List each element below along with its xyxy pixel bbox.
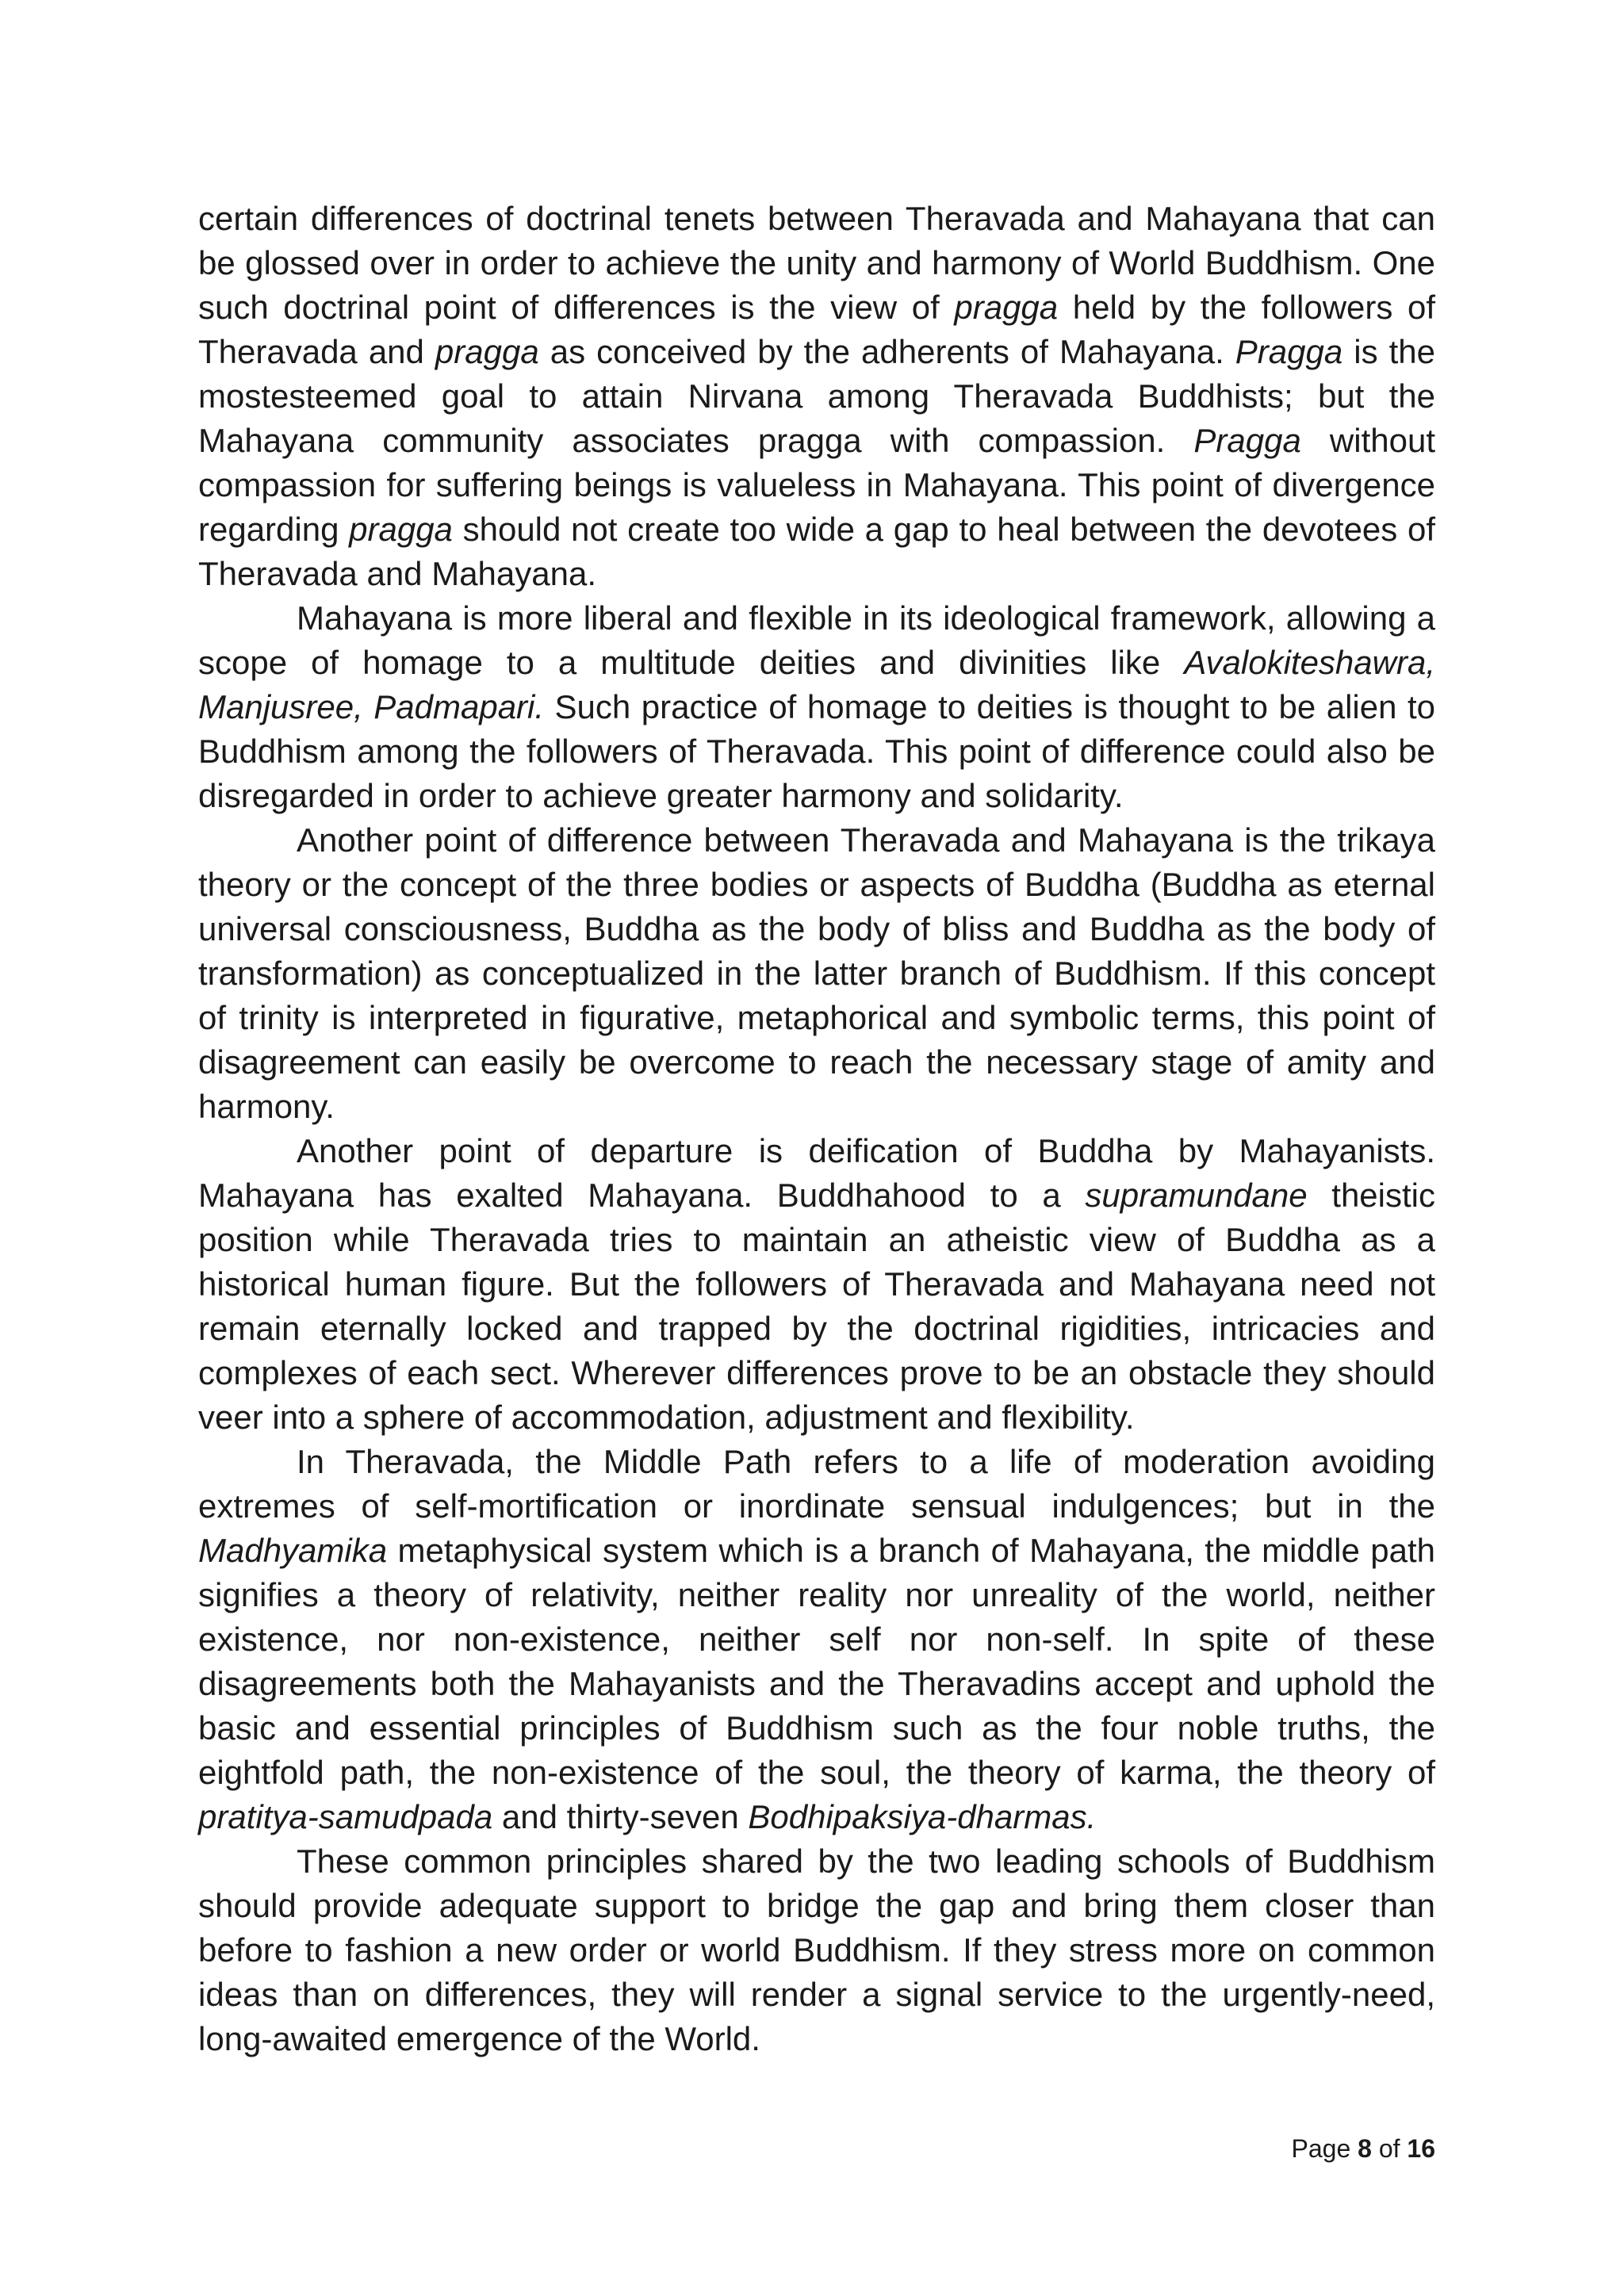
italic-term: Bodhipaksiya-dharmas. <box>748 1798 1097 1835</box>
paragraph <box>198 596 1435 818</box>
italic-term: pragga <box>435 333 539 370</box>
paragraph <box>198 818 1435 1129</box>
paragraph <box>198 1839 1435 2061</box>
text-run: certain differences of doctrinal tenets between Theravada and Mahayana that can be glossed over in order to achieve the unity and harmony of World Buddhism. One such doctrinal point of differences is the view of <box>198 200 1435 326</box>
text-run: Mahayana is more liberal and flexible in its ideological framework, allowing a scope of homage to a multitude deities and divinities like <box>198 599 1435 681</box>
italic-term: Pragga <box>1235 333 1343 370</box>
page-total: 16 <box>1407 2134 1435 2163</box>
italic-term: Avalokiteshawra, Manjusree, Padmapari. <box>198 644 1435 725</box>
text-run: In Theravada, the Middle Path refers to a life of moderation avoiding extremes of self-mortification or inordinate sensual indulgences; but in the <box>198 1443 1435 1525</box>
page-separator: of <box>1371 2134 1408 2163</box>
italic-term: supramundane <box>1085 1177 1308 1214</box>
body-text <box>198 197 1435 2061</box>
text-run: as conceived by the adherents of Mahayana. <box>538 333 1235 370</box>
text-run: Such practice of homage to deities is thought to be alien to Buddhism among the followers of Theravada. This point of difference could also be disregarded in order to achieve greater harmony and solidarity. <box>198 688 1435 814</box>
paragraph <box>198 1129 1435 1440</box>
text-run: Another point of departure is deification of Buddha by Mahayanists. Mahayana has exalted Mahayana. Buddhahood to a <box>198 1132 1435 1214</box>
text-run: should not create too wide a gap to heal between the devotees of Theravada and Mahayana. <box>198 511 1435 592</box>
text-run: held by the followers of Theravada and <box>198 289 1436 370</box>
italic-term: pratitya-samudpada <box>198 1798 493 1835</box>
paragraph <box>198 197 1435 596</box>
text-run: These common principles shared by the two leading schools of Buddhism should provide adequate support to bridge the gap and bring them closer than before to fashion a new order or world Buddhism. If they stress more on common ideas than on differences, they will render a signal service to the urgently-need, long-awaited emergence of the World. <box>198 1843 1435 2057</box>
italic-term: pragga <box>349 511 453 548</box>
text-run: theistic position while Theravada tries to maintain an atheistic view of Buddha as a historical human figure. But the followers of Theravada and Mahayana need not remain eternally locked and trapped by the doctrinal rigidities, intricacies and complexes of each sect. Wherever differences prove to be an obstacle they should veer into a sphere of accommodation, adjustment and flexibility. <box>198 1177 1435 1436</box>
italic-term: pragga <box>954 289 1059 326</box>
paragraph <box>198 1440 1435 1839</box>
text-run: Another point of difference between Theravada and Mahayana is the trikaya theory or the concept of the three bodies or aspects of Buddha (Buddha as eternal universal consciousness, Buddha as the body of bliss and Buddha as the body of transformation) as conceptualized in the latter branch of Buddhism. If this concept of trinity is interpreted in figurative, metaphorical and symbolic terms, this point of disagreement can easily be overcome to reach the necessary stage of amity and harmony. <box>198 821 1435 1125</box>
page-label: Page <box>1291 2134 1358 2163</box>
text-run: is the mostesteemed goal to attain Nirvana among Theravada Buddhists; but the Mahayana community associates pragga with compassion. <box>198 333 1435 459</box>
page-number: 8 <box>1358 2134 1372 2163</box>
page-footer <box>1292 2133 1435 2164</box>
text-run: and thirty-seven <box>492 1798 749 1835</box>
italic-term: Madhyamika <box>198 1532 388 1569</box>
text-run: without compassion for suffering beings is valueless in Mahayana. This point of divergence regarding <box>198 422 1435 548</box>
italic-term: Pragga <box>1193 422 1301 459</box>
text-run: metaphysical system which is a branch of Mahayana, the middle path signifies a theory of relativity, neither reality nor unreality of the world, neither existence, nor non-existence, neither self nor non-self. In spite of these disagreements both the Mahayanists and the Theravadins accept and uphold the basic and essential principles of Buddhism such as the four noble truths, the eightfold path, the non-existence of the soul, the theory of karma, the theory of <box>198 1532 1435 1791</box>
